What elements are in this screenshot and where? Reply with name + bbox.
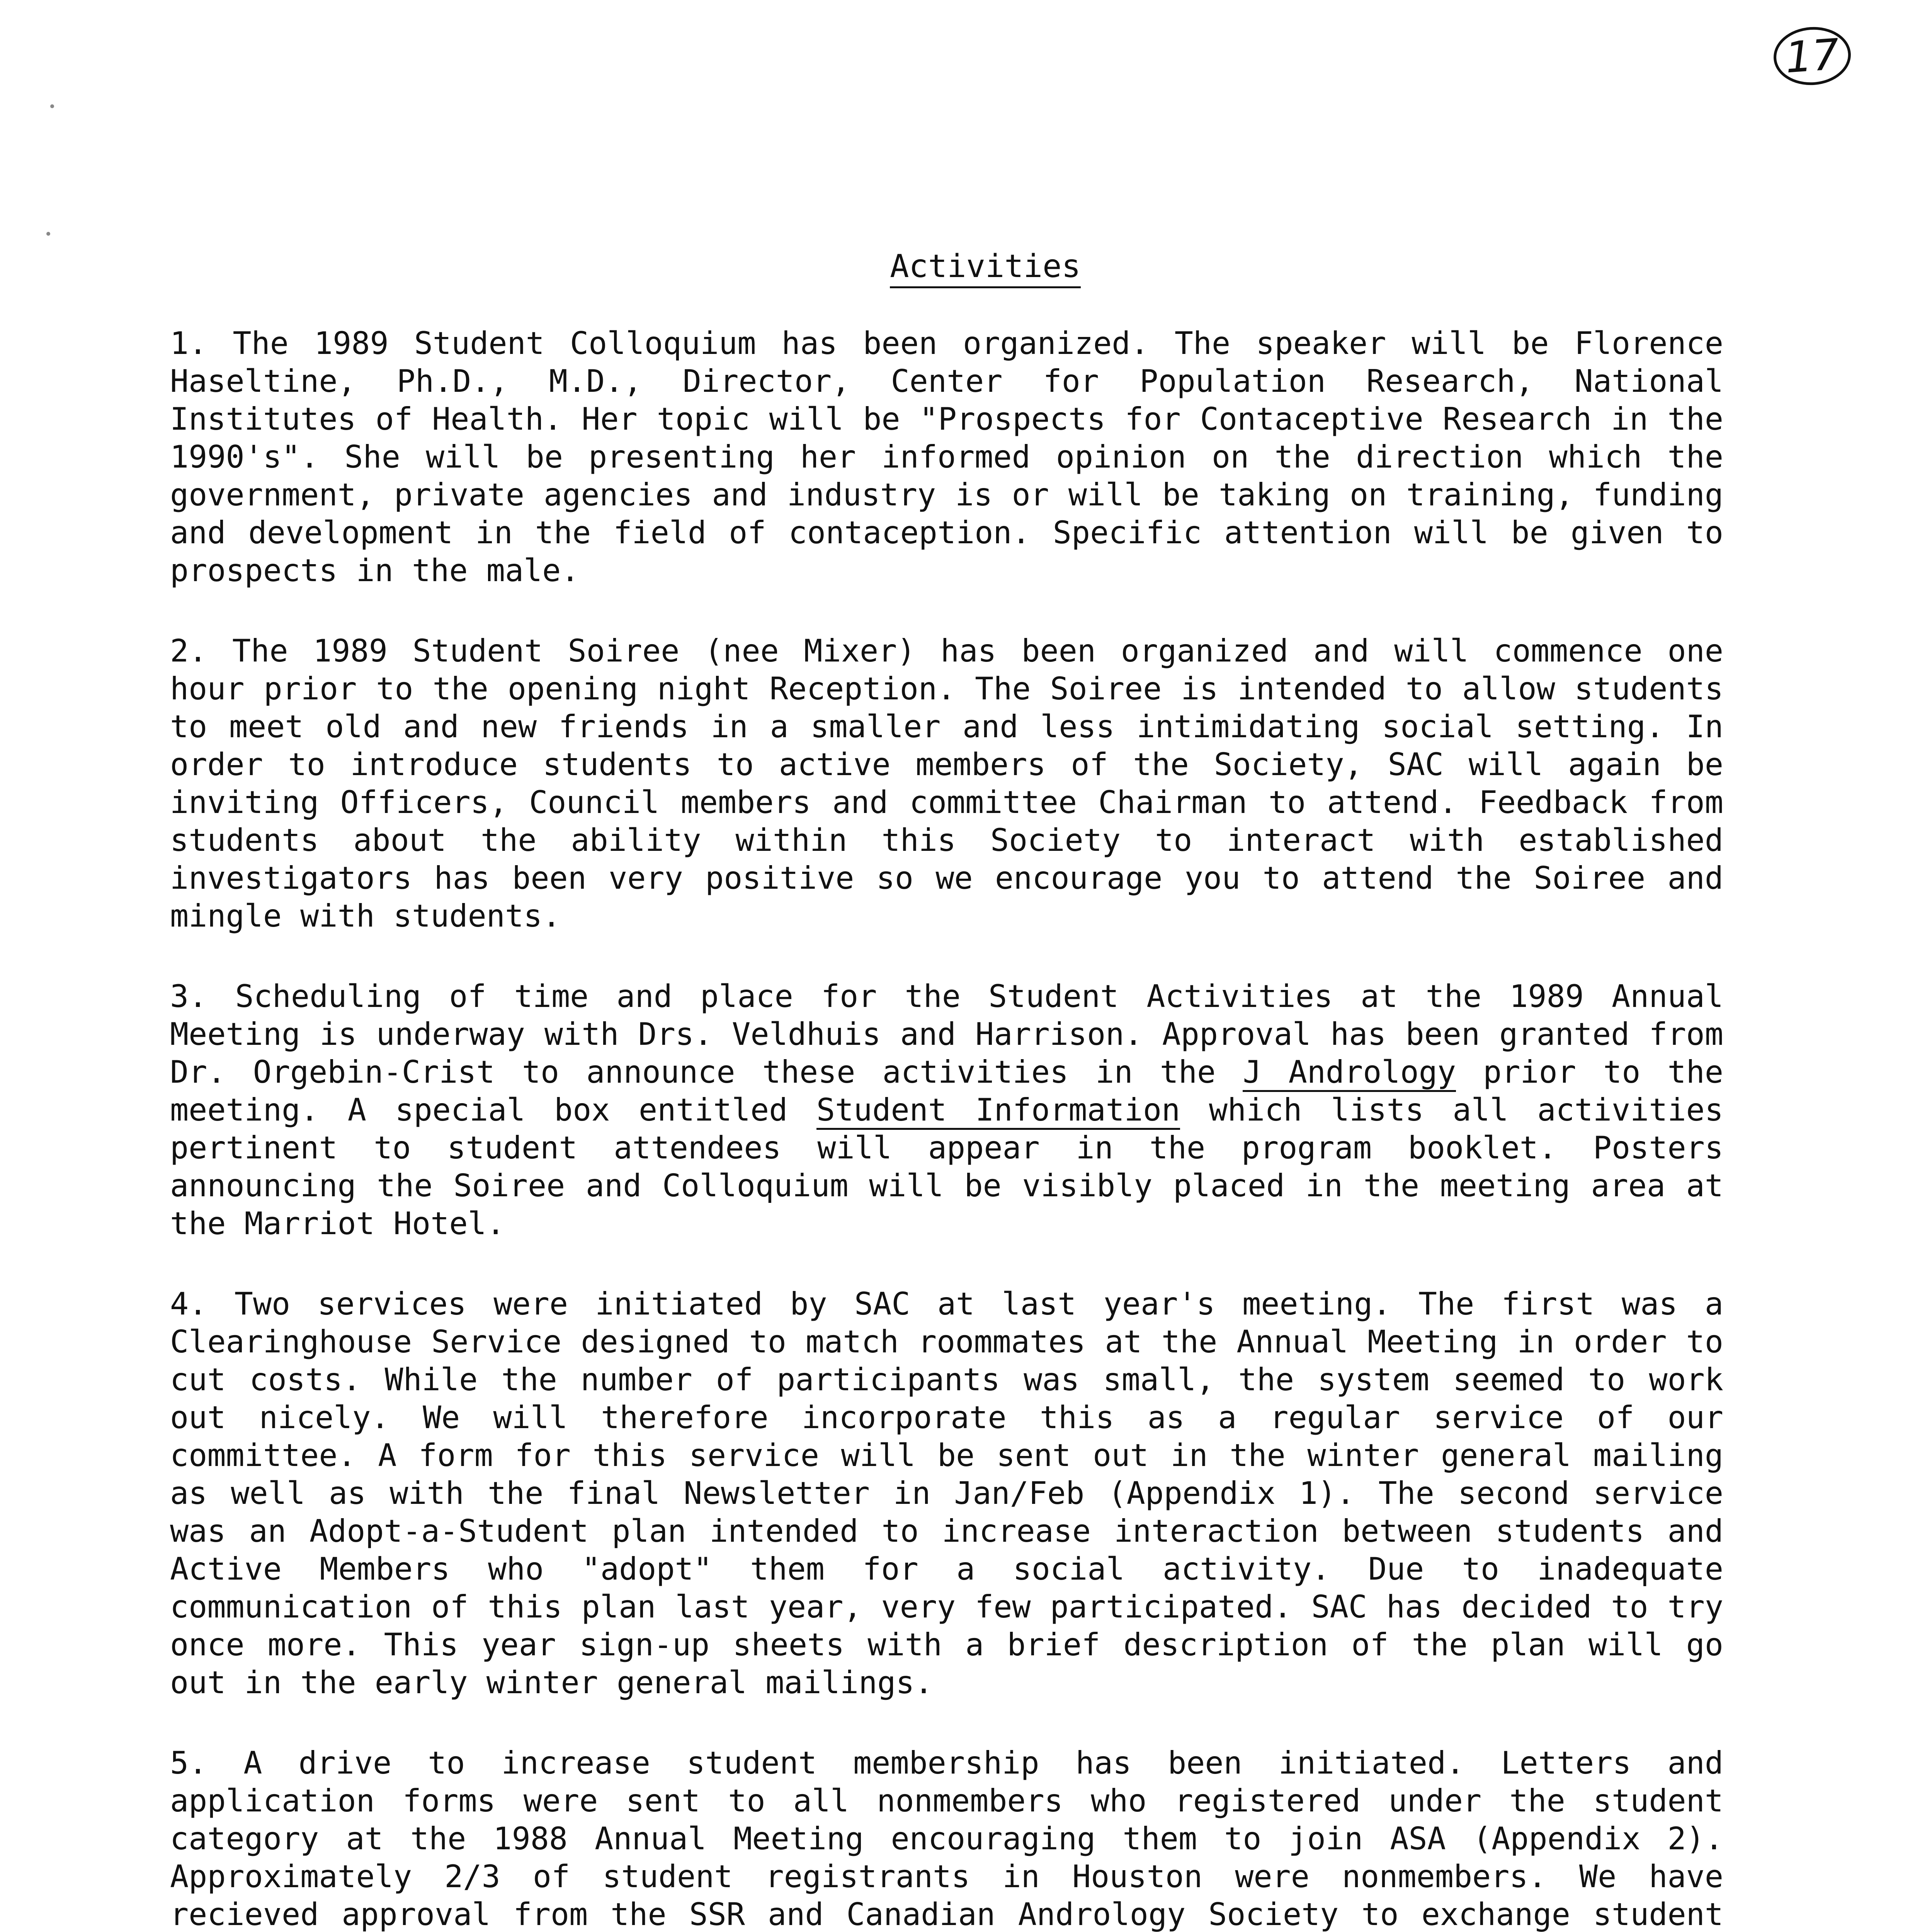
student-information-underlined: Student Information: [816, 1092, 1180, 1130]
journal-name-underlined: J Andrology: [1243, 1054, 1456, 1092]
paragraph-1: 1. The 1989 Student Colloquium has been organized. The speaker will be Florence Haseltine, Ph.D., M.D., Director, Center for Population Research, National Institutes of Health. Her topic will be "Prospects for Contaceptive Research in the 1990's". She will be presenting her informed opinion on the direction which the government, private agencies and industry is or will be taking on training, funding and development in the field of contaception. Specific attention will be given to prospects in the male.: [170, 325, 1723, 588]
paragraph-4: 4. Two services were initiated by SAC at last year's meeting. The first was a Clearinghouse Service designed to match roommates at the Annual Meeting in order to cut costs. While the number of participants was small, the system seemed to work out nicely. We will therefore incorporate this as a regular service of our committee. A form for this service will be sent out in the winter general mailing as well as with the final Newsletter in Jan/Feb (Appendix 1). The second service was an Adopt-a-Student plan intended to increase interaction between students and Active Members who "adopt" them for a social activity. Due to inadequate communication of this plan last year, very few participated. SAC has decided to try once more. This year sign-up sheets with a brief description of the plan will go out in the early winter general mailings.: [170, 1286, 1723, 1701]
handwritten-page-number: 17: [1772, 24, 1853, 88]
paragraph-3: 3. Scheduling of time and place for the Student Activities at the 1989 Annual Meeting is underway with Drs. Veldhuis and Harrison. Approval has been granted from Dr. Orgebin-Crist to announce these activities in the J Andrology prior to the meeting. A special box entitled Student Information which lists all activities pertinent to student attendees will appear in the program booklet. Posters announcing the Soiree and Colloquium will be visibly placed in the meeting area at the Marriot Hotel.: [170, 978, 1724, 1242]
scan-speck: [50, 104, 54, 108]
paragraph-5: 5. A drive to increase student membership has been initiated. Letters and application forms were sent to all nonmembers who registered under the student category at the 1988 Annual Meeting encouraging them to join ASA (Appendix 2). Approximately 2/3 of student registrants in Houston were nonmembers. We have recieved approval from the SSR and Canadian Andrology Society to exchange student: [170, 1745, 1723, 1932]
document-body: [170, 325, 1723, 1932]
page-title: Activities: [0, 247, 1932, 286]
paragraph-2: 2. The 1989 Student Soiree (nee Mixer) has been organized and will commence one hour prior to the opening night Reception. The Soiree is intended to allow students to meet old and new friends in a smaller and less intimidating social setting. In order to introduce students to active members of the Society, SAC will again be inviting Officers, Council members and committee Chairman to attend. Feedback from students about the ability within this Society to interact with established investigators has been very positive so we encourage you to attend the Soiree and mingle with students.: [170, 633, 1723, 934]
scan-speck: [46, 232, 50, 236]
